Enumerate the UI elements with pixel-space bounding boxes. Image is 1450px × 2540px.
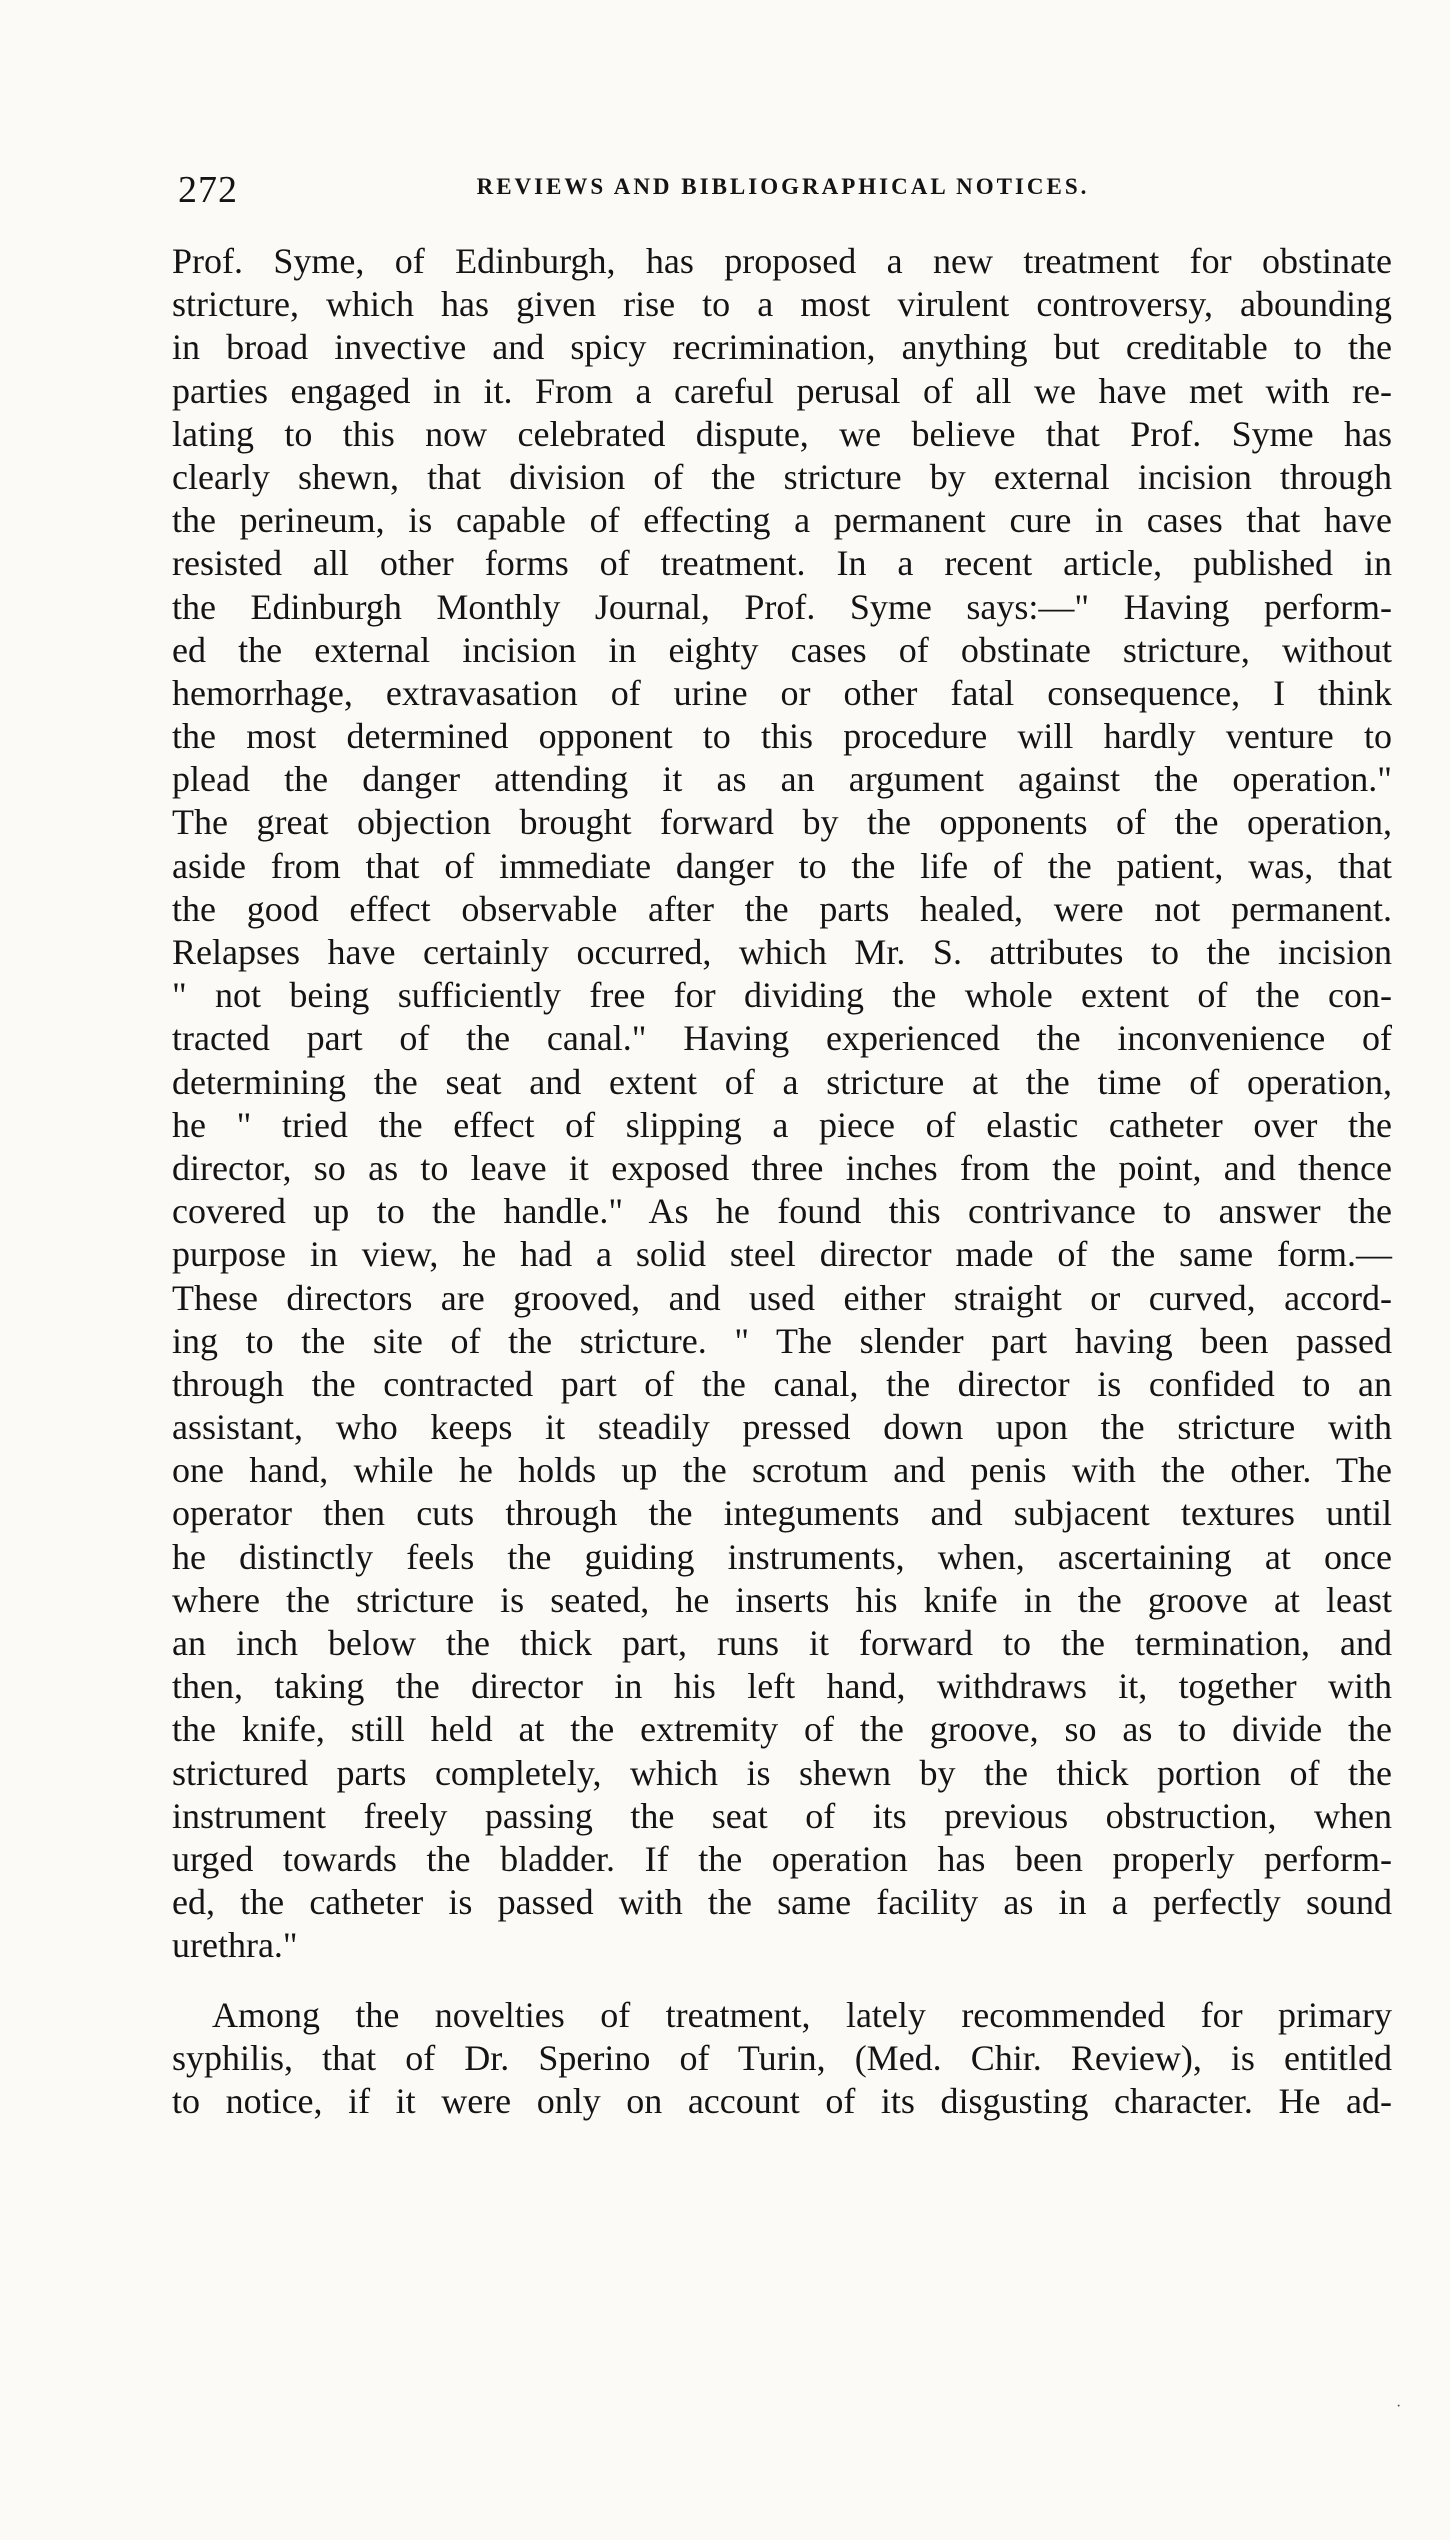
- text-line: The great objection brought forward by the opponents of the operation,: [172, 802, 1392, 843]
- text-line: an inch below the thick part, runs it forward to the termination, and: [172, 1623, 1392, 1663]
- running-head: REVIEWS AND BIBLIOGRAPHICAL NOTICES.: [476, 174, 1090, 199]
- text-line: urethra.": [172, 1925, 298, 1966]
- text-line: ed, the catheter is passed with the same facility as in a perfectly sound: [172, 1882, 1392, 1923]
- text-line: operator then cuts through the integuments and subjacent textures until: [172, 1493, 1392, 1534]
- text-line: ed the external incision in eighty cases of obstinate stricture, without: [172, 629, 1392, 670]
- text-line: the perineum, is capable of effecting a permanent cure in cases that have: [172, 500, 1392, 541]
- text-line: urged towards the bladder. If the operation has been properly perform-: [172, 1838, 1392, 1879]
- text-line: Among the novelties of treatment, lately recommended for primary: [212, 1994, 1392, 2035]
- text-line: the good effect observable after the parts healed, were not permanent.: [172, 888, 1392, 929]
- text-line: plead the danger attending it as an argument against the operation.": [172, 759, 1392, 800]
- text-line: syphilis, that of Dr. Sperino of Turin, (Med. Chir. Review), is entitled: [172, 2037, 1392, 2078]
- text-line: determining the seat and extent of a stricture at the time of operation,: [172, 1061, 1392, 1102]
- text-line: the Edinburgh Monthly Journal, Prof. Syme says:—" Having perform-: [172, 586, 1392, 627]
- text-line: to notice, if it were only on account of its disgusting character. He ad-: [172, 2080, 1392, 2121]
- text-line: assistant, who keeps it steadily pressed down upon the stricture with: [172, 1407, 1392, 1448]
- text-line: lating to this now celebrated dispute, we believe that Prof. Syme has: [172, 413, 1392, 454]
- text-line: strictured parts completely, which is shewn by the thick portion of the: [172, 1752, 1392, 1793]
- text-line: then, taking the director in his left hand, withdraws it, together with: [172, 1666, 1392, 1707]
- text-line: Relapses have certainly occurred, which Mr. S. attributes to the incision: [172, 932, 1392, 972]
- text-line: he distinctly feels the guiding instruments, when, ascertaining at once: [172, 1536, 1392, 1577]
- text-line: the most determined opponent to this procedure will hardly venture to: [172, 716, 1392, 757]
- body-text: [172, 240, 1392, 2123]
- text-line: stricture, which has given rise to a most virulent controversy, abounding: [172, 284, 1392, 325]
- text-line: director, so as to leave it exposed three inches from the point, and thence: [172, 1147, 1392, 1188]
- text-line: instrument freely passing the seat of its previous obstruction, when: [172, 1795, 1392, 1836]
- text-line: tracted part of the canal." Having experienced the inconvenience of: [172, 1018, 1392, 1059]
- text-line: covered up to the handle." As he found this contrivance to answer the: [172, 1191, 1392, 1232]
- paragraph: [172, 240, 1392, 1968]
- text-line: ing to the site of the stricture. " The slender part having been passed: [172, 1320, 1392, 1361]
- text-line: hemorrhage, extravasation of urine or other fatal consequence, I think: [172, 672, 1392, 713]
- text-line: Prof. Syme, of Edinburgh, has proposed a new treatment for obstinate: [172, 241, 1392, 281]
- text-line: one hand, while he holds up the scrotum and penis with the other. The: [172, 1450, 1392, 1491]
- page-header: [178, 168, 1388, 212]
- text-line: These directors are grooved, and used either straight or curved, accord-: [172, 1277, 1392, 1318]
- text-line: where the stricture is seated, he inserts his knife in the groove at least: [172, 1579, 1392, 1620]
- paragraph-gap: [172, 1968, 1392, 1994]
- text-line: he " tried the effect of slipping a piece of elastic catheter over the: [172, 1104, 1392, 1145]
- text-line: aside from that of immediate danger to the life of the patient, was, that: [172, 845, 1392, 886]
- page-number: 272: [178, 169, 238, 211]
- text-line: in broad invective and spicy recrimination, anything but creditable to the: [172, 327, 1392, 368]
- text-line: clearly shewn, that division of the stricture by external incision through: [172, 456, 1392, 497]
- text-line: purpose in view, he had a solid steel director made of the same form.—: [172, 1234, 1392, 1275]
- page-speck-mark: ·: [1396, 2398, 1402, 2415]
- text-line: resisted all other forms of treatment. In a recent article, published in: [172, 543, 1392, 584]
- text-line: the knife, still held at the extremity of the groove, so as to divide the: [172, 1709, 1392, 1750]
- text-line: parties engaged in it. From a careful perusal of all we have met with re-: [172, 370, 1392, 411]
- text-line: through the contracted part of the canal, the director is confided to an: [172, 1363, 1392, 1404]
- text-line: " not being sufficiently free for dividing the whole extent of the con-: [172, 975, 1392, 1016]
- paragraph: [172, 1994, 1392, 2124]
